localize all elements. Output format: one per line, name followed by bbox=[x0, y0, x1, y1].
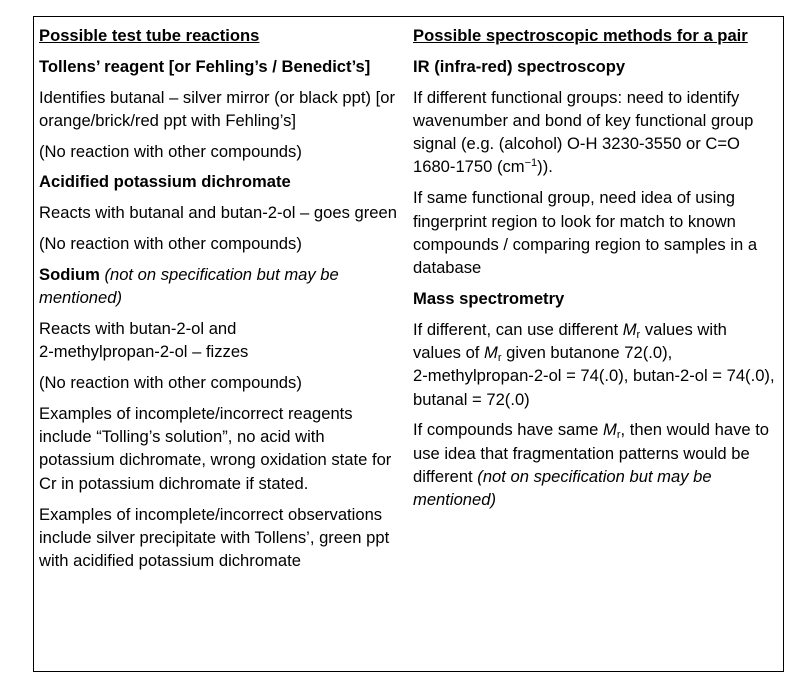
ms-p1-c: given butanone 72(.0), bbox=[501, 343, 673, 363]
r-subscript: r bbox=[497, 352, 502, 365]
tollens-no-reaction: (No reaction with other compounds) bbox=[39, 141, 302, 161]
ms-p2-a: If compounds have same bbox=[413, 420, 604, 440]
ms-different-values bbox=[413, 318, 779, 411]
sodium-note: (not on specification but may be mentioned) bbox=[39, 264, 339, 308]
m-symbol: M bbox=[622, 319, 637, 339]
dichromate-heading: Acidified potassium dichromate bbox=[39, 172, 291, 192]
spectroscopy-heading: Possible spectroscopic methods for a pair bbox=[413, 26, 748, 45]
ms-heading: Mass spectrometry bbox=[413, 288, 565, 308]
dichromate-text: Reacts with butanal and butan-2-ol – goes green bbox=[39, 203, 397, 223]
m-symbol: M bbox=[603, 420, 617, 440]
mark-scheme-box bbox=[33, 16, 784, 672]
sodium-no-reaction: (No reaction with other compounds) bbox=[39, 373, 302, 393]
r-subscript: r bbox=[616, 429, 621, 442]
ir-text bbox=[413, 86, 779, 179]
sodium-text-line1: Reacts with butan-2-ol and bbox=[39, 318, 237, 338]
ir-text-part1: If different functional groups: need to identify wavenumber and bond of key functional group signal (e.g. (alcohol) O-H 3230-3550 or C=O 1680-1750 (cm bbox=[413, 87, 754, 177]
ms-p2-b: , then would have to use idea that fragmentation patterns would be different bbox=[413, 420, 770, 487]
ms-p1-b: values with values of bbox=[413, 319, 727, 363]
m-symbol: M bbox=[484, 343, 498, 363]
ms-note: (not on specification but may be mentioned) bbox=[413, 467, 712, 510]
ms-p1-line2: 2-methylpropan-2-ol = 74(.0), butan-2-ol = 74(.0), butanal = 72(.0) bbox=[413, 366, 775, 409]
ir-unit-superscript: −1 bbox=[524, 157, 538, 170]
ms-p1-a: If different, can use different bbox=[413, 319, 623, 339]
sodium-text bbox=[39, 317, 399, 364]
incorrect-observations: Examples of incomplete/incorrect observations include silver precipitate with Tollens’, green ppt with acidified potassium dichromate bbox=[39, 504, 390, 571]
tollens-heading: Tollens’ reagent [or Fehling’s / Benedict’s] bbox=[39, 56, 371, 76]
r-subscript: r bbox=[636, 328, 641, 341]
ir-heading: IR (infra-red) spectroscopy bbox=[413, 56, 626, 76]
sodium-heading-line bbox=[39, 263, 399, 310]
tollens-text: Identifies butanal – silver mirror (or black ppt) [or orange/brick/red ppt with Fehling’s] bbox=[39, 87, 395, 130]
dichromate-no-reaction: (No reaction with other compounds) bbox=[39, 234, 302, 254]
ir-text-part2: )). bbox=[537, 157, 553, 177]
test-tube-heading: Possible test tube reactions bbox=[39, 26, 260, 45]
incorrect-reagents: Examples of incomplete/incorrect reagents include “Tolling’s solution”, no acid with potassium dichromate, wrong oxidation state for Cr in potassium dichromate if stated. bbox=[39, 403, 392, 493]
ms-same-values bbox=[413, 418, 779, 511]
ir-same-group: If same functional group, need idea of using fingerprint region to look for match to known compounds / comparing region to samples in a database bbox=[413, 188, 758, 278]
test-tube-column bbox=[39, 24, 399, 580]
sodium-text-line2: 2-methylpropan-2-ol – fizzes bbox=[39, 342, 249, 362]
spectroscopy-column bbox=[413, 24, 779, 519]
sodium-heading: Sodium bbox=[39, 264, 100, 284]
